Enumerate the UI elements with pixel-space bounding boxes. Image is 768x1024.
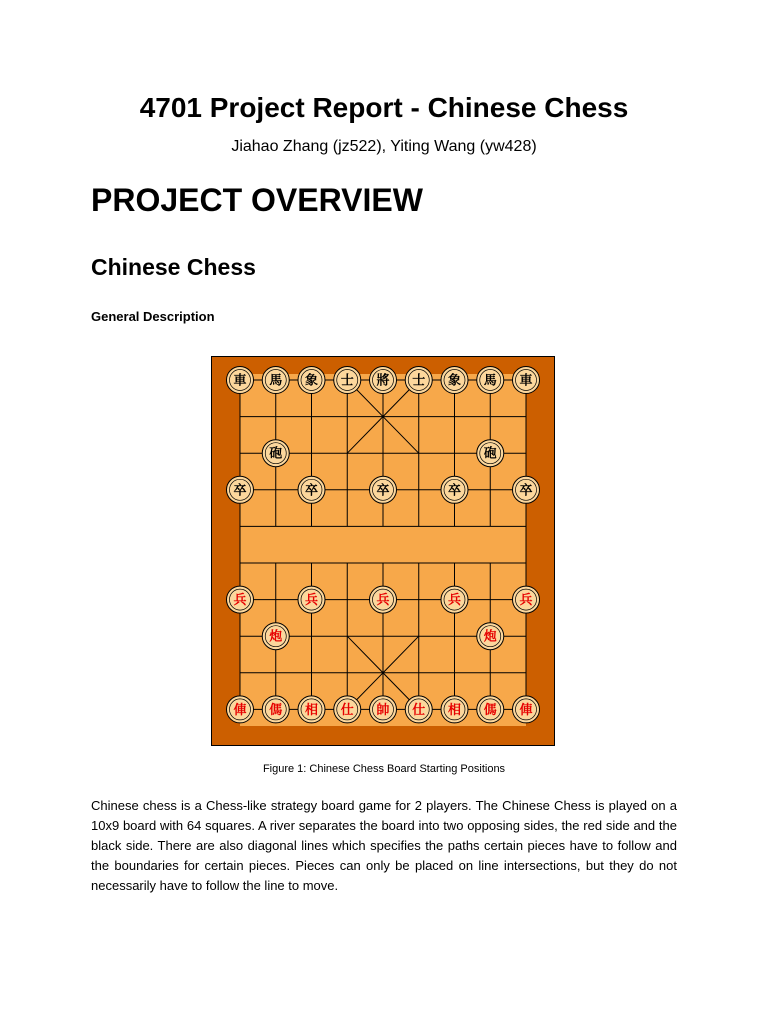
red-piece [298,586,325,613]
black-piece [298,367,325,394]
piece-label: 卒 [233,483,247,499]
black-piece [370,367,397,394]
piece-label: 士 [340,373,354,389]
red-piece [477,696,504,723]
piece-label: 仕 [412,702,426,718]
piece-label: 兵 [376,593,390,609]
piece-label: 俥 [233,702,247,718]
piece-label: 傌 [483,702,497,718]
black-piece [441,367,468,394]
subsection-heading: Chinese Chess [91,254,256,280]
piece-label: 馬 [269,373,283,389]
piece-label: 砲 [269,446,283,462]
black-piece [513,367,540,394]
black-piece [477,440,504,467]
piece-label: 象 [447,373,462,389]
piece-label: 兵 [233,593,247,609]
document-authors: Jiahao Zhang (jz522), Yiting Wang (yw428) [231,138,537,155]
piece-label: 卒 [376,483,390,499]
red-piece [227,696,254,723]
black-piece [441,476,468,503]
black-piece [262,440,289,467]
piece-label: 卒 [304,483,319,499]
black-piece [262,367,289,394]
red-piece [441,696,468,723]
piece-label: 兵 [447,593,462,609]
red-piece [441,586,468,613]
piece-label: 兵 [304,593,319,609]
piece-label: 象 [304,373,319,389]
red-piece [370,586,397,613]
document-title: 4701 Project Report - Chinese Chess [139,92,629,123]
black-piece [334,367,361,394]
red-piece [370,696,397,723]
section-heading: PROJECT OVERVIEW [91,182,423,218]
body-paragraph: Chinese chess is a Chess-like strategy board game for 2 players. The Chinese Chess is played on a 10x9 board with 64 squares. A river separates the board into two opposing sides, the red side and the black side. There are also diagonal lines which specifies the paths certain pieces have to follow and the boundaries for certain pieces. Pieces can only be placed on line intersections, but they do not necessarily have to follow the line to move. [91,798,677,893]
black-piece [477,367,504,394]
piece-label: 馬 [483,373,497,389]
piece-label: 俥 [519,702,533,718]
black-piece [513,476,540,503]
piece-label: 仕 [340,702,354,718]
red-piece [227,586,254,613]
chess-board-figure [211,356,555,746]
piece-label: 炮 [269,629,283,645]
black-piece [370,476,397,503]
red-piece [513,696,540,723]
piece-label: 卒 [447,483,462,499]
piece-label: 相 [304,702,319,718]
piece-label: 炮 [483,629,497,645]
black-piece [227,476,254,503]
red-piece [262,696,289,723]
red-piece [262,623,289,650]
piece-label: 兵 [519,593,533,609]
red-piece [405,696,432,723]
piece-label: 相 [447,702,462,718]
figure-caption: Figure 1: Chinese Chess Board Starting Positions [262,763,506,775]
red-piece [298,696,325,723]
piece-label: 砲 [483,446,497,462]
piece-label: 帥 [376,702,390,718]
piece-label: 車 [233,373,247,389]
black-piece [298,476,325,503]
black-piece [227,367,254,394]
piece-label: 傌 [269,702,283,718]
red-piece [513,586,540,613]
piece-label: 將 [376,373,390,389]
red-piece [477,623,504,650]
red-piece [334,696,361,723]
black-piece [405,367,432,394]
piece-label: 卒 [519,483,533,499]
piece-label: 車 [519,373,533,389]
piece-label: 士 [412,373,426,389]
minor-heading: General Description [91,309,215,324]
